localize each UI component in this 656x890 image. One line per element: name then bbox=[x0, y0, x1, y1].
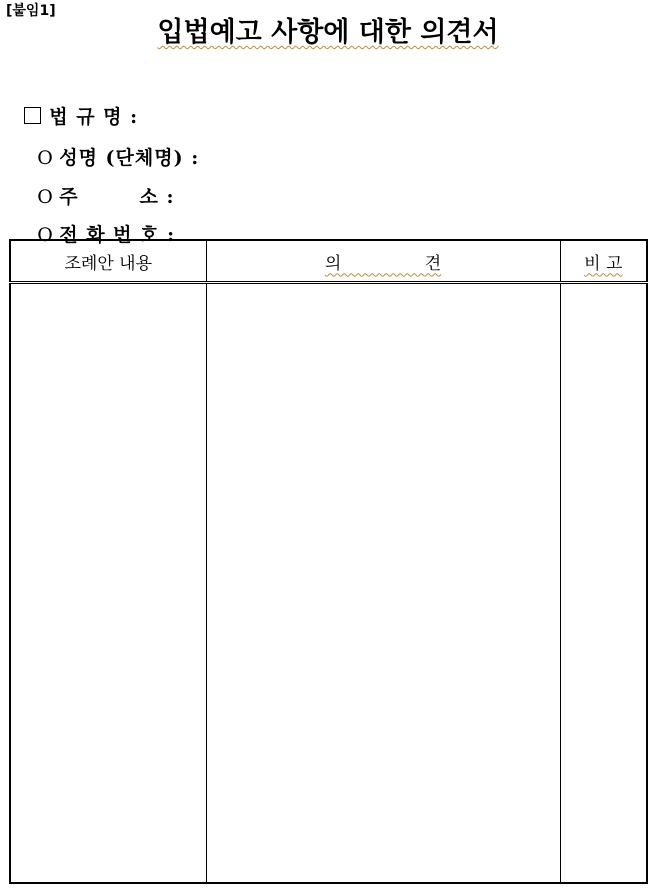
header-remarks bbox=[560, 240, 647, 283]
law-name-label: 법 규 명 : bbox=[49, 106, 139, 128]
table-header-row bbox=[10, 240, 647, 283]
header-content: 조례안 내용 bbox=[10, 240, 206, 283]
phone-label: 전 화 번 호 : bbox=[59, 224, 176, 246]
address-label: 주 소 : bbox=[59, 186, 175, 208]
table-row bbox=[10, 283, 647, 884]
document-title bbox=[0, 10, 656, 49]
header-opinion-text: 의 견 bbox=[324, 253, 442, 274]
header-remarks-text: 비 고 bbox=[584, 253, 623, 274]
bullet-circle-icon: O bbox=[37, 147, 54, 169]
bullet-circle-icon: O bbox=[37, 224, 54, 246]
header-opinion bbox=[206, 240, 560, 283]
opinion-table bbox=[9, 239, 648, 884]
document-title-text: 입법예고 사항에 대한 의견서 bbox=[157, 17, 499, 48]
attachment-label: [붙임1] bbox=[6, 3, 56, 19]
opinion-cell[interactable] bbox=[206, 283, 560, 884]
content-cell[interactable] bbox=[10, 283, 206, 884]
bullet-circle-icon: O bbox=[37, 186, 54, 208]
remarks-cell[interactable] bbox=[560, 283, 647, 884]
name-label: 성명 (단체명) : bbox=[59, 147, 200, 169]
